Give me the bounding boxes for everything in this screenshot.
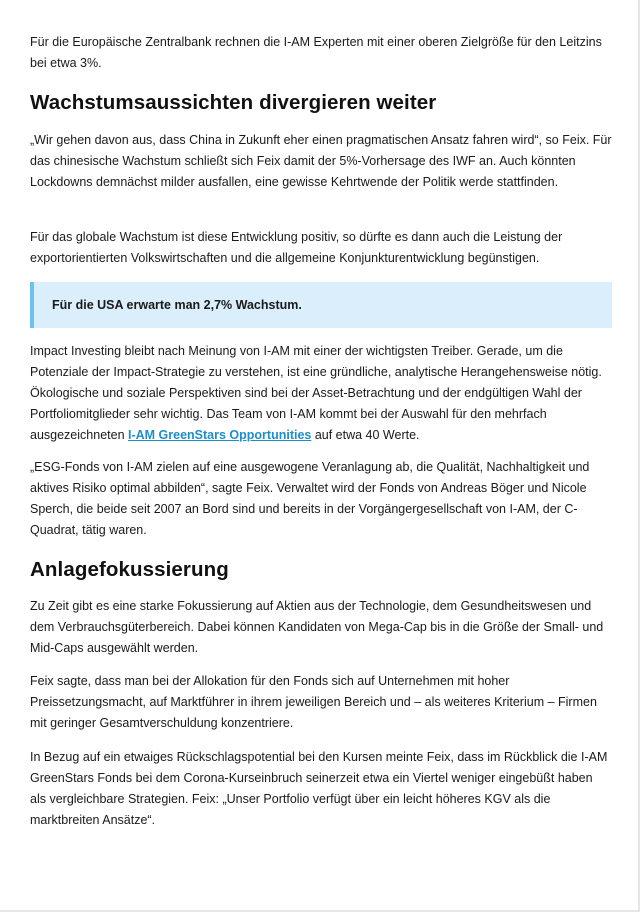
section-heading-anlagefokussierung: Anlagefokussierung [30,558,229,581]
section1-p4-block [30,457,612,541]
intro-paragraph: Für die Europäische Zentralbank rechnen die I-AM Experten mit einer oberen Zielgröße für den Leitzins bei etwa 3%. [30,35,602,70]
callout-box [30,282,612,328]
impact-text-before: Impact Investing bleibt nach Meinung von I-AM mit einer der wichtigsten Treiber. Gerade, um die Potenziale der Impact-Strategie zu verstehen, ist eine gründliche, analytische Herangehensweise nötig. Ökologische und soziale Perspektiven sind bei der Asset-Betrachtung und der endgültigen Wahl der Portfoliomitglieder sehr wichtig. Das Team von I-AM kommt bei der Auswahl für den mehrfach ausgezeichneten [30,344,602,442]
paragraph-esg-fonds: „ESG-Fonds von I-AM zielen auf eine ausgewogene Veranlagung ab, die Qualität, Nachhaltigkeit und aktives Risiko optimal abbilden“, sagte Feix. Verwaltet wird der Fonds von Andreas Böger und Nicole Sperch, die beide seit 2007 an Bord sind und bereits in der Vorgängergesellschaft von I-AM, der C-Quadrat, tätig waren. [30,460,590,537]
paragraph-impact-investing [30,341,612,446]
section2-p1-block [30,596,612,659]
paragraph-china: „Wir gehen davon aus, dass China in Zukunft eher einen pragmatischen Ansatz fahren wird“, so Feix. Für das chinesische Wachstum schließt sich Feix damit der 5%-Vorhersage des IWF an. Auch könnten Lockdowns demnächst milder ausfallen, eine gewisse Kehrtwende der Politik werde stattfinden. [30,133,612,189]
section1-heading-block [30,90,612,116]
section2-p3-block [30,747,612,831]
section-heading-wachstum: Wachstumsaussichten divergieren weiter [30,91,437,114]
section2-p2-block [30,671,612,734]
greenstars-opportunities-link[interactable]: I-AM GreenStars Opportunities [128,428,312,442]
impact-text-after: auf etwa 40 Werte. [311,428,420,442]
section1-p3-block [30,341,612,446]
section1-p1-block [30,130,612,193]
paragraph-global-growth: Für das globale Wachstum ist diese Entwicklung positiv, so dürfte es dann auch die Leistung der exportorientierten Volkswirtschaften und die allgemeine Konjunkturentwicklung begünstigen. [30,230,563,265]
intro-paragraph-block [30,32,612,74]
section1-p2-block [30,227,612,269]
paragraph-allokation: Feix sagte, dass man bei der Allokation für den Fonds sich auf Unternehmen mit hoher Preissetzungsmacht, auf Marktführer in ihrem jeweiligen Bereich und – als weiteres Kriterium – Firmen mit geringer Gesamtverschuldung konzentriere. [30,674,597,730]
paragraph-fokussierung: Zu Zeit gibt es eine starke Fokussierung auf Aktien aus der Technologie, dem Gesundheitswesen und dem Verbrauchsgüterbereich. Dabei können Kandidaten von Mega-Cap bis in die Größe der Small- und Mid-Caps ausgewählt werden. [30,599,604,655]
callout-text: Für die USA erwarte man 2,7% Wachstum. [52,298,302,312]
paragraph-rueckschlag: In Bezug auf ein etwaiges Rückschlagspotential bei den Kursen meinte Feix, dass im Rückblick die I-AM GreenStars Fonds bei dem Corona-Kurseinbruch seinerzeit etwa ein Viertel weniger eingebüßt haben als vergleichbare Strategien. Feix: „Unser Portfolio verfügt über ein leicht höheres KGV als die marktbreiten Ansätze“. [30,750,608,827]
section2-heading-block [30,557,612,583]
